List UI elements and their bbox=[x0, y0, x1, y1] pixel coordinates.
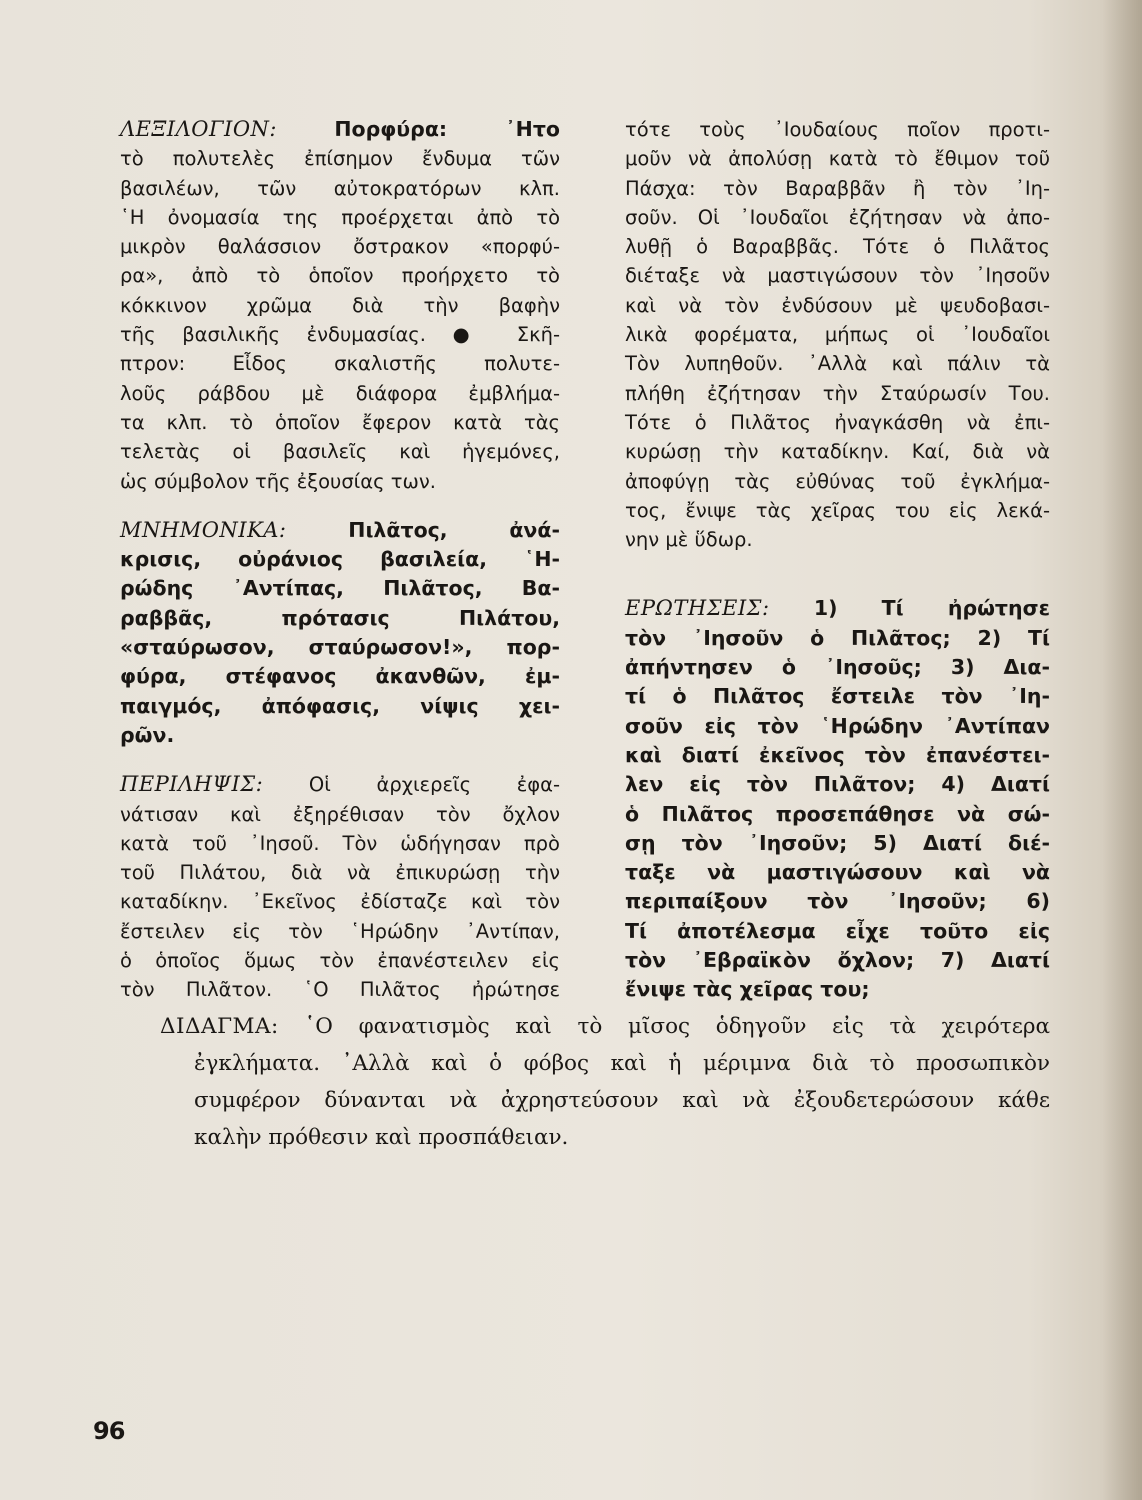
text-line: βασιλέων, τῶν αὐτοκρατόρων κλπ. bbox=[120, 176, 560, 200]
text-line: σοῦν. Οἱ ᾿Ιουδαῖοι ἐζήτησαν νὰ ἀπο- bbox=[625, 205, 1050, 229]
page-number: 96 bbox=[93, 1417, 125, 1445]
text-line: ἔστειλεν εἰς τὸν ῾Ηρώδην ᾿Αντίπαν, bbox=[120, 919, 560, 943]
text-line: λεν εἰς τὸν Πιλᾶτον; 4) Διατί bbox=[625, 772, 1050, 797]
text-line: μικρὸν θαλάσσιον ὄστρακον «πορφύ- bbox=[120, 235, 560, 259]
text-line: ἀπήντησεν ὁ ᾿Ιησοῦς; 3) Δια- bbox=[625, 655, 1050, 680]
erotiseis-heading: ΕΡΩΤΗΣΕΙΣ: bbox=[625, 596, 770, 621]
text-line: Τότε ὁ Πιλᾶτος ἠναγκάσθη νὰ ἐπι- bbox=[625, 410, 1050, 434]
mnemonika-section bbox=[120, 516, 560, 750]
lexilogion-first-line bbox=[120, 115, 560, 144]
lexilogion-section bbox=[120, 115, 560, 496]
mnemonika-heading: ΜΝΗΜΟΝΙΚΑ: bbox=[120, 517, 287, 542]
perilipsis-continuation bbox=[625, 115, 1050, 554]
text-line: ἐγκλήματα. ᾿Αλλὰ καὶ ὁ φόβος καὶ ἡ μέριμνα διὰ τὸ προσωπικὸν bbox=[194, 1051, 1050, 1076]
text-line: ὁ ὁποῖος ὅμως τὸν ἐπανέστειλεν εἰς bbox=[120, 949, 560, 973]
left-column bbox=[120, 115, 560, 1005]
text-line: νάτισαν καὶ ἐξηρέθισαν τὸν ὄχλον bbox=[120, 802, 560, 826]
text-line: κρισις, οὐράνιος βασιλεία, ῾Η- bbox=[120, 547, 560, 572]
text-line: τότε τοὺς ᾿Ιουδαίους ποῖον προτι- bbox=[625, 118, 1050, 141]
text-line: ὁ Πιλᾶτος προσεπάθησε νὰ σώ- bbox=[625, 801, 1050, 826]
text-line: διέταξε νὰ μαστιγώσουν τὸν ᾿Ιησοῦν bbox=[625, 264, 1050, 288]
text-line: τελετὰς οἱ βασιλεῖς καὶ ἡγεμόνες, bbox=[120, 440, 560, 464]
text-line: λυθῇ ὁ Βαραββᾶς. Τότε ὁ Πιλᾶτος bbox=[625, 235, 1050, 259]
text-line: περιπαίξουν τὸν ᾿Ιησοῦν; 6) bbox=[625, 889, 1050, 914]
didagma-first-line bbox=[160, 1008, 1050, 1045]
text-line: καὶ νὰ τὸν ἐνδύσουν μὲ ψευδοβασι- bbox=[625, 293, 1050, 317]
text-line: ρώδης ᾿Αντίπας, Πιλᾶτος, Βα- bbox=[120, 576, 560, 601]
right-column bbox=[625, 115, 1050, 1005]
didagma-section bbox=[160, 1008, 1050, 1156]
text-line: νην μὲ ὕδωρ. bbox=[625, 528, 753, 552]
text-line: τῆς βασιλικῆς ἐνδυμασίας. ● Σκῆ- bbox=[120, 323, 560, 347]
perilipsis-section bbox=[120, 770, 560, 1004]
text-line: συμφέρον δύνανται νὰ ἀχρηστεύσουν καὶ νὰ ἐξουδετερώσουν κάθε bbox=[194, 1088, 1050, 1113]
text-line: κυρώσῃ τὴν καταδίκην. Καί, διὰ νὰ bbox=[625, 440, 1050, 464]
text-line: Πιλᾶτος, ἀνά- bbox=[348, 517, 560, 542]
text-line: τί ὁ Πιλᾶτος ἔστειλε τὸν ᾿Ιη- bbox=[625, 684, 1050, 709]
text-line: Τὸν λυπηθοῦν. ᾿Αλλὰ καὶ πάλιν τὰ bbox=[625, 352, 1050, 376]
text-line: ἔνιψε τὰς χεῖρας του; bbox=[625, 977, 870, 1002]
text-line: φύρα, στέφανος ἀκανθῶν, ἐμ- bbox=[120, 664, 560, 689]
text-line: ἀποφύγῃ τὰς εὐθύνας τοῦ ἐγκλήμα- bbox=[625, 469, 1050, 493]
text-line: κατὰ τοῦ ᾿Ιησοῦ. Τὸν ὡδήγησαν πρὸ bbox=[120, 831, 560, 855]
text-line: ῾Ο φανατισμὸς καὶ τὸ μῖσος ὁδηγοῦν εἰς τὰ χειρότερα bbox=[304, 1014, 1050, 1039]
perilipsis-heading: ΠΕΡΙΛΗΨΙΣ: bbox=[120, 772, 264, 797]
didagma-heading: ΔΙΔΑΓΜΑ: bbox=[160, 1014, 279, 1039]
text-line: τος, ἔνιψε τὰς χεῖρας του εἰς λεκά- bbox=[625, 498, 1050, 522]
text-line: 1) Τί ἠρώτησε bbox=[813, 596, 1050, 621]
text-line: κόκκινον χρῶμα διὰ τὴν βαφὴν bbox=[120, 293, 560, 317]
page-edge-shadow bbox=[1102, 0, 1142, 1500]
text-line: καὶ διατί ἐκεῖνος τὸν ἐπανέστει- bbox=[625, 742, 1050, 767]
text-line: ταξε νὰ μαστιγώσουν καὶ νὰ bbox=[625, 860, 1050, 885]
text-line: μοῦν νὰ ἀπολύσῃ κατὰ τὸ ἔθιμον τοῦ bbox=[625, 147, 1050, 171]
text-line: πτρον: Εἶδος σκαλιστῆς πολυτε- bbox=[120, 352, 560, 376]
text-line: ῾Η ὀνομασία της προέρχεται ἀπὸ τὸ bbox=[120, 205, 560, 229]
text-line: ὡς σύμβολον τῆς ἐξουσίας των. bbox=[120, 469, 436, 493]
text-line: καταδίκην. ᾿Εκεῖνος ἐδίσταζε καὶ τὸν bbox=[120, 890, 560, 914]
text-line: «σταύρωσον, σταύρωσον!», πορ- bbox=[120, 635, 560, 660]
text-line: σῃ τὸν ᾿Ιησοῦν; 5) Διατί διέ- bbox=[625, 830, 1050, 855]
text-line: τὸν Πιλᾶτον. ῾Ο Πιλᾶτος ἠρώτησε bbox=[120, 978, 560, 1002]
perilipsis-first-line bbox=[120, 770, 560, 799]
text-line: Πάσχα: τὸν Βαραββᾶν ἢ τὸν ᾿Ιη- bbox=[625, 176, 1050, 200]
text-line: τὸ πολυτελὲς ἐπίσημον ἔνδυμα τῶν bbox=[120, 147, 560, 171]
text-line: παιγμός, ἀπόφασις, νίψις χει- bbox=[120, 693, 560, 718]
lexilogion-heading: ΛΕΞΙΛΟΓΙΟΝ: bbox=[120, 117, 277, 141]
text-line: λοῦς ράβδου μὲ διάφορα ἐμβλήμα- bbox=[120, 381, 560, 405]
text-line: σοῦν εἰς τὸν ῾Ηρώδην ᾿Αντίπαν bbox=[625, 713, 1050, 738]
text-line: Πορφύρα: ᾿Ητο bbox=[334, 117, 560, 141]
text-line: ρῶν. bbox=[120, 722, 175, 747]
text-line: τα κλπ. τὸ ὁποῖον ἔφερον κατὰ τὰς bbox=[120, 410, 560, 434]
text-line: Οἱ ἀρχιερεῖς ἐφα- bbox=[308, 773, 561, 797]
text-line: τοῦ Πιλάτου, διὰ νὰ ἐπικυρώσῃ τὴν bbox=[120, 861, 560, 885]
text-line: τὸν ᾿Ιησοῦν ὁ Πιλᾶτος; 2) Τί bbox=[625, 625, 1050, 650]
erotiseis-first-line bbox=[625, 594, 1050, 623]
text-line: τὸν ᾿Εβραϊκὸν ὄχλον; 7) Διατί bbox=[625, 948, 1050, 973]
mnemonika-first-line bbox=[120, 516, 560, 545]
text-line: ραββᾶς, πρότασις Πιλάτου, bbox=[120, 605, 560, 630]
text-line: Τί ἀποτέλεσμα εἶχε τοῦτο εἰς bbox=[625, 918, 1050, 943]
text-line: πλήθη ἐζήτησαν τὴν Σταύρωσίν Του. bbox=[625, 381, 1050, 405]
text-line: λικὰ φορέματα, μήπως οἱ ᾿Ιουδαῖοι bbox=[625, 323, 1050, 347]
text-line: καλὴν πρόθεσιν καὶ προσπάθειαν. bbox=[194, 1125, 569, 1150]
text-line: ρα», ἀπὸ τὸ ὁποῖον προήρχετο τὸ bbox=[120, 264, 560, 288]
erotiseis-section bbox=[625, 594, 1050, 1004]
